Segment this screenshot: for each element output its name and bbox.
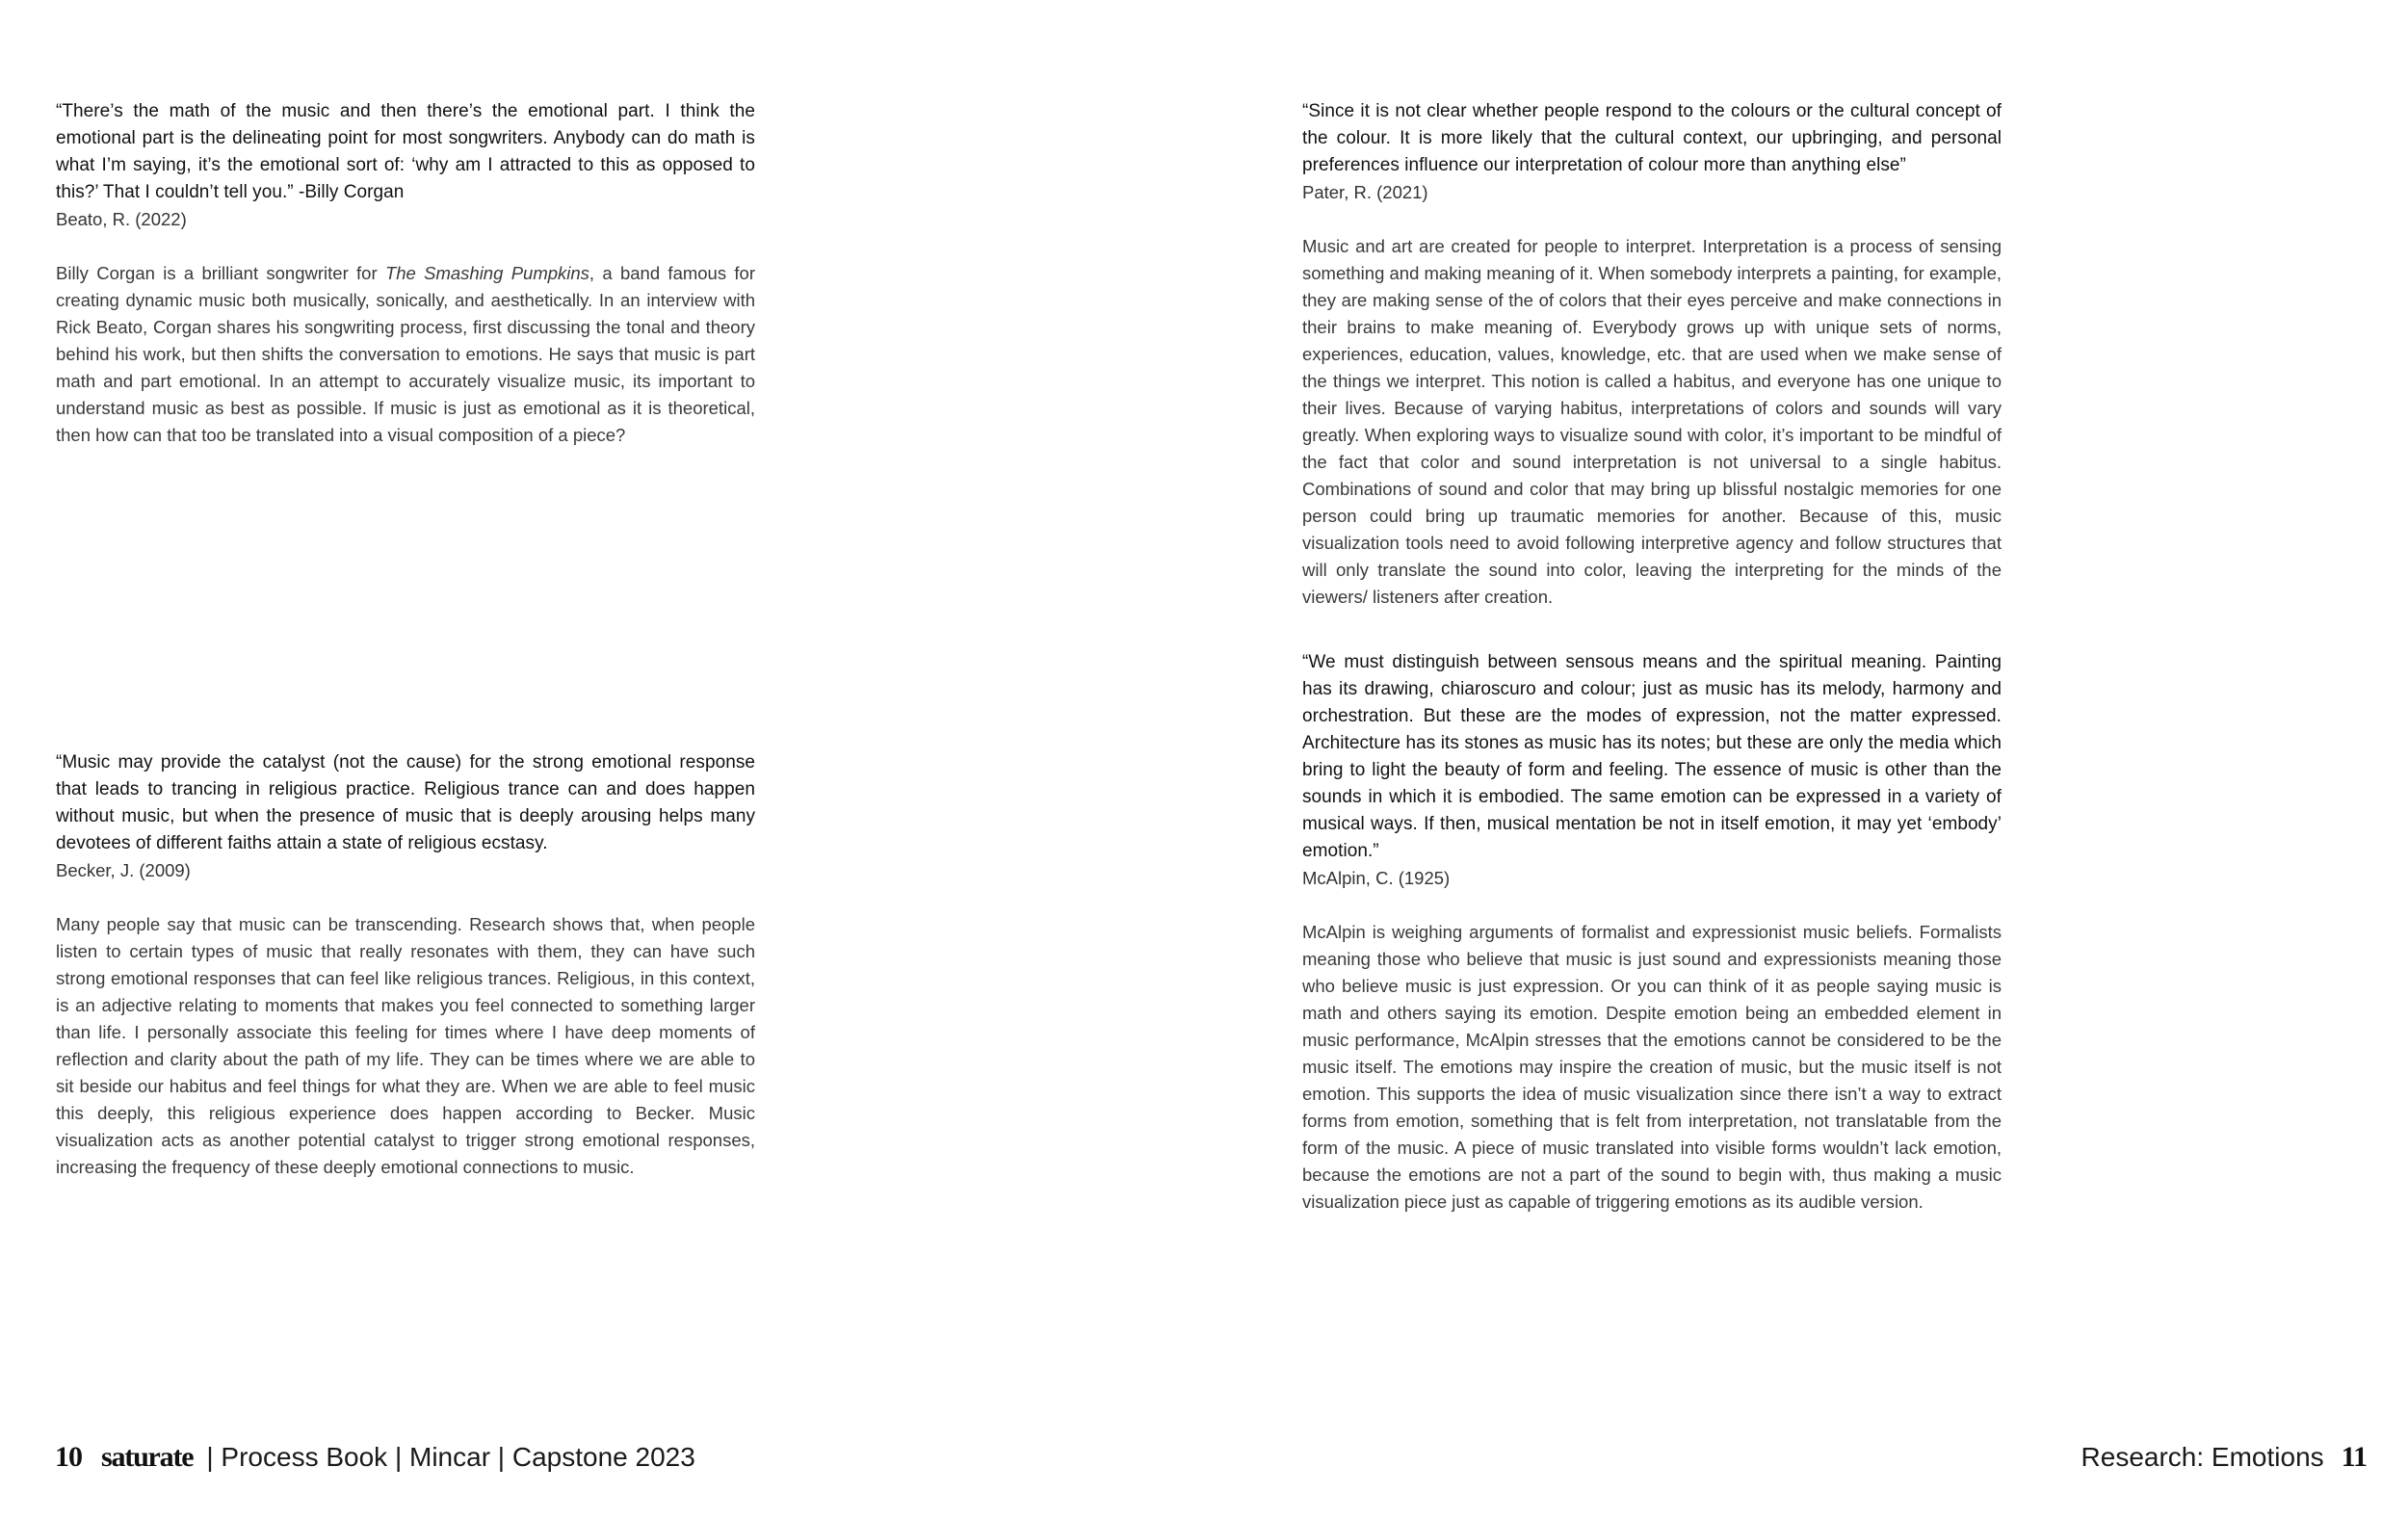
mcalpin-citation: McAlpin, C. (1925) — [1302, 868, 1451, 888]
pater-citation: Pater, R. (2021) — [1302, 182, 1428, 202]
footer-left — [55, 1441, 695, 1480]
right-page-number: 11 — [2341, 1441, 2367, 1473]
corgan-quote: “There’s the math of the music and then there’s the emotional part. I think the emotional part is the delineating point for most songwriters. Anybody can do math is what I’m saying, it’s the emotional sort of: ‘why am I attracted to this as opposed to this?’ That I couldn’t tell you.” -Billy Corgan — [56, 101, 755, 202]
corgan-body-end: , a band famous for creating dynamic music both musically, sonically, and aesthetically. In an interview with Rick Beato, Corgan shares his songwriting process, first discussing the tonal and theory behind his work, but then shifts the conversation to emotions. He says that music is part math and part emotional. In an attempt to accurately visualize music, its important to understand music as best as possible. If music is just as emotional as it is theoretical, then how can that too be translated into a visual composition of a piece? — [56, 263, 755, 445]
section-title: Research: Emotions — [2081, 1442, 2324, 1472]
becker-citation: Becker, J. (2009) — [56, 860, 191, 880]
pater-quote: “Since it is not clear whether people respond to the colours or the cultural concept of the colour. It is more likely that the cultural context, our upbringing, and personal preferences influence our interpretation of colour more than anything else” — [1302, 101, 2002, 175]
becker-body: Many people say that music can be transcending. Research shows that, when people listen to certain types of music that really resonates with them, they can have such strong emotional responses that can feel like religious trances. Religious, in this context, is an adjective relating to moments that makes you feel connected to something larger than life. I personally associate this feeling for times where I have deep moments of reflection and clarity about the path of my life. They can be times where we are able to sit beside our habitus and feel things for what they are. When we are able to feel music this deeply, this religious experience does happen according to Becker. Music visualization acts as another potential catalyst to trigger strong emotional responses, increasing the frequency of these deeply emotional connections to music. — [56, 914, 755, 1177]
footer-right — [2081, 1441, 2367, 1480]
footer-info: | Process Book | Mincar | Capstone 2023 — [206, 1442, 695, 1472]
becker-section — [56, 749, 755, 1181]
corgan-body-start: Billy Corgan is a brilliant songwriter for — [56, 263, 385, 283]
corgan-citation: Beato, R. (2022) — [56, 209, 187, 229]
band-name: The Smashing Pumpkins — [384, 263, 589, 283]
mcalpin-quote: “We must distinguish between sensous means and the spiritual meaning. Painting has its drawing, chiaroscuro and colour; just as music has its melody, harmony and orchestration. But these are the modes of expression, not the matter expressed. Architecture has its stones as music has its notes; but these are only the media which bring to light the beauty of form and feeling. The essence of music is other than the sounds in which it is embodied. The same emotion can be expressed in a variety of musical ways. If then, musical mentation be not in itself emotion, it may yet ‘embody’ emotion.” — [1302, 652, 2002, 861]
becker-quote: “Music may provide the catalyst (not the cause) for the strong emotional response that leads to trancing in religious practice. Religious trance can and does happen without music, but when the presence of music that is deeply arousing helps many devotees of different faiths attain a state of religious ecstasy. — [56, 752, 755, 853]
left-page-number: 10 — [55, 1441, 82, 1473]
mcalpin-section — [1302, 649, 2002, 1216]
corgan-section — [56, 98, 755, 449]
corgan-body — [56, 260, 755, 449]
mcalpin-body: McAlpin is weighing arguments of formalist and expressionist music beliefs. Formalists meaning those who believe that music is just sound and expressionists meaning those who believe music is just expression. Or you can think of it as people saying music is math and others saying its emotion. Despite emotion being an embedded element in music performance, McAlpin stresses that the emotions cannot be considered to be the music itself. The emotions may inspire the creation of music, but the music itself is not emotion. This supports the idea of music visualization since there isn’t a way to extract forms from emotion, something that is felt from interpretation, not translatable from the form of the music. A piece of music translated into visible forms wouldn’t lack emotion, because the emotions are not a part of the sound to begin with, thus making a music visualization piece just as capable of triggering emotions as its audible version. — [1302, 922, 2002, 1212]
pater-section — [1302, 98, 2002, 611]
pater-body: Music and art are created for people to interpret. Interpretation is a process of sensing something and making meaning of it. When somebody interprets a painting, for example, they are making sense of the of colors that their eyes perceive and make connections in their brains to make meaning of. Everybody grows up with unique sets of norms, experiences, education, values, knowledge, etc. that are used when we make sense of the things we interpret. This notion is called a habitus, and everyone has one unique to their lives. Because of varying habitus, interpretations of colors and sounds will vary greatly. When exploring ways to visualize sound with color, it’s important to be mindful of the fact that color and sound interpretation is not universal to a single habitus. Combinations of sound and color that may bring up blissful nostalgic memories for one person could bring up traumatic memories for another. Because of this, music visualization tools need to avoid following interpretive agency and follow structures that will only translate the sound into color, leaving the interpreting for the minds of the viewers/ listeners after creation. — [1302, 236, 2002, 607]
brand-logo: saturate — [101, 1441, 194, 1473]
